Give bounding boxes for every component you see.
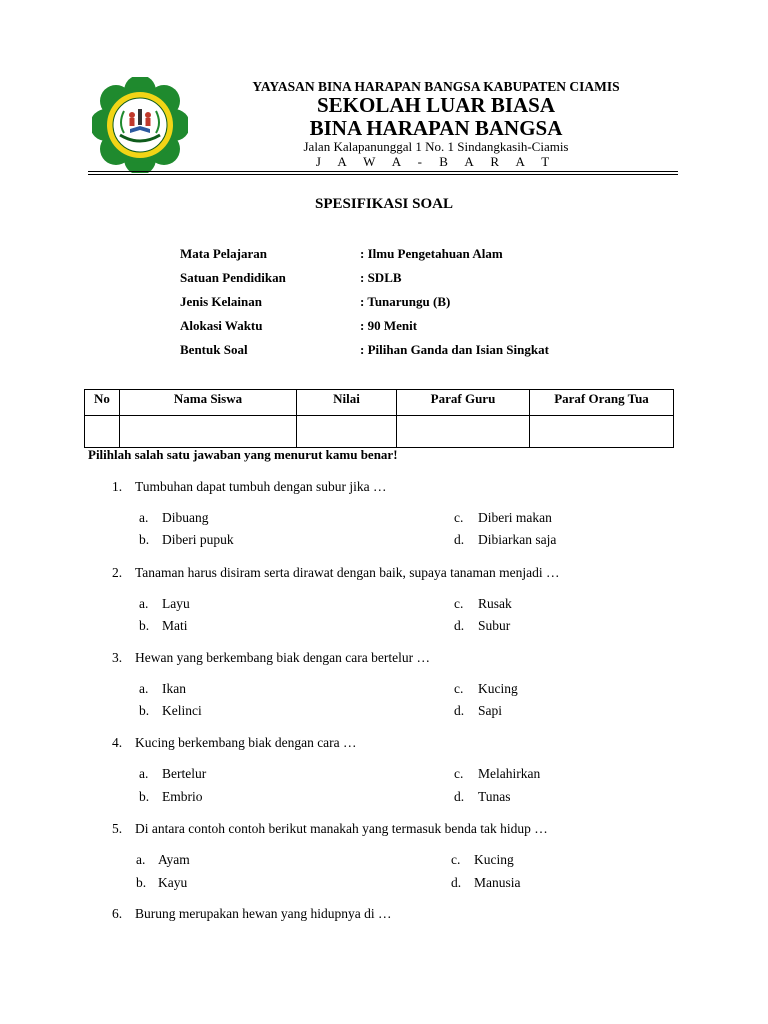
option-letter: a.: [139, 766, 149, 781]
header-divider: [88, 171, 678, 172]
option-letter: a.: [139, 510, 149, 525]
school-name-line2: BINA HARAPAN BANGSA: [309, 116, 563, 140]
spec-label: Mata Pelajaran: [180, 246, 268, 261]
option-text: Kayu: [158, 875, 188, 890]
option-letter: b.: [139, 618, 150, 633]
option-letter: d.: [454, 789, 465, 804]
school-logo: [92, 77, 188, 173]
header-no: No: [85, 390, 120, 416]
spec-label: Bentuk Soal: [180, 342, 248, 357]
option-letter: c.: [451, 852, 461, 867]
cell-teacher-signature[interactable]: [397, 416, 530, 448]
question-number: 4.: [112, 735, 123, 750]
option-letter: b.: [139, 532, 150, 547]
option-text: Diberi pupuk: [162, 532, 234, 547]
option-text: Manusia: [474, 875, 521, 890]
option-text: Dibuang: [162, 510, 209, 525]
table-header-row: [85, 390, 674, 416]
option-text: Kelinci: [162, 703, 202, 718]
spec-value: : 90 Menit: [360, 318, 418, 333]
option-letter: b.: [136, 875, 147, 890]
signature-table: [84, 389, 674, 448]
question-number: 1.: [112, 479, 123, 494]
instruction: Pilihlah salah satu jawaban yang menurut kamu benar!: [88, 447, 398, 462]
province: J A W A - B A R A T: [315, 154, 557, 169]
option-text: Layu: [162, 596, 190, 611]
option-letter: c.: [454, 681, 464, 696]
question-text: Tumbuhan dapat tumbuh dengan subur jika …: [135, 479, 387, 494]
question-text: Di antara contoh contoh berikut manakah yang termasuk benda tak hidup …: [135, 821, 548, 836]
spec-value: : Pilihan Ganda dan Isian Singkat: [360, 342, 549, 357]
page-title: SPESIFIKASI SOAL: [315, 196, 453, 212]
header-divider-thin: [88, 174, 678, 175]
question-text: Kucing berkembang biak dengan cara …: [135, 735, 357, 750]
question-number: 3.: [112, 650, 123, 665]
option-letter: a.: [139, 596, 149, 611]
option-text: Tunas: [478, 789, 511, 804]
spec-label: Jenis Kelainan: [180, 294, 262, 309]
option-letter: d.: [454, 618, 465, 633]
option-text: Dibiarkan saja: [478, 532, 557, 547]
spec-value: : SDLB: [360, 270, 402, 285]
option-letter: a.: [136, 852, 146, 867]
option-letter: c.: [454, 510, 464, 525]
spec-value: : Ilmu Pengetahuan Alam: [360, 246, 503, 261]
option-letter: d.: [454, 532, 465, 547]
header-teacher-signature: Paraf Guru: [397, 390, 530, 416]
foundation-name: YAYASAN BINA HARAPAN BANGSA KABUPATEN CIAMIS: [252, 79, 620, 94]
question-number: 2.: [112, 565, 123, 580]
option-letter: d.: [451, 875, 462, 890]
question-text: Tanaman harus disiram serta dirawat dengan baik, supaya tanaman menjadi …: [135, 565, 560, 580]
cell-no[interactable]: [85, 416, 120, 448]
header-score: Nilai: [297, 390, 397, 416]
option-letter: a.: [139, 681, 149, 696]
question-number: 5.: [112, 821, 123, 836]
header-student-name: Nama Siswa: [120, 390, 297, 416]
option-text: Embrio: [162, 789, 203, 804]
option-text: Sapi: [478, 703, 503, 718]
question-number: 6.: [112, 906, 123, 921]
option-text: Diberi makan: [478, 510, 552, 525]
option-text: Mati: [162, 618, 188, 633]
spec-label: Satuan Pendidikan: [180, 270, 286, 285]
option-text: Ikan: [162, 681, 186, 696]
school-name-line1: SEKOLAH LUAR BIASA: [316, 93, 556, 117]
option-text: Kucing: [478, 681, 518, 696]
table-row: [85, 416, 674, 448]
option-letter: d.: [454, 703, 465, 718]
option-letter: b.: [139, 703, 150, 718]
option-text: Rusak: [478, 596, 512, 611]
option-letter: b.: [139, 789, 150, 804]
option-text: Subur: [478, 618, 511, 633]
option-letter: c.: [454, 596, 464, 611]
option-text: Ayam: [158, 852, 190, 867]
question-text: Burung merupakan hewan yang hidupnya di …: [135, 906, 392, 921]
cell-student-name[interactable]: [120, 416, 297, 448]
spec-value: : Tunarungu (B): [360, 294, 451, 309]
school-address: Jalan Kalapanunggal 1 No. 1 Sindangkasih-Ciamis: [303, 139, 569, 154]
question-text: Hewan yang berkembang biak dengan cara bertelur …: [135, 650, 430, 665]
cell-parent-signature[interactable]: [530, 416, 674, 448]
option-text: Kucing: [474, 852, 514, 867]
option-text: Melahirkan: [478, 766, 541, 781]
option-text: Bertelur: [162, 766, 207, 781]
cell-score[interactable]: [297, 416, 397, 448]
option-letter: c.: [454, 766, 464, 781]
spec-label: Alokasi Waktu: [180, 318, 263, 333]
header-parent-signature: Paraf Orang Tua: [530, 390, 674, 416]
